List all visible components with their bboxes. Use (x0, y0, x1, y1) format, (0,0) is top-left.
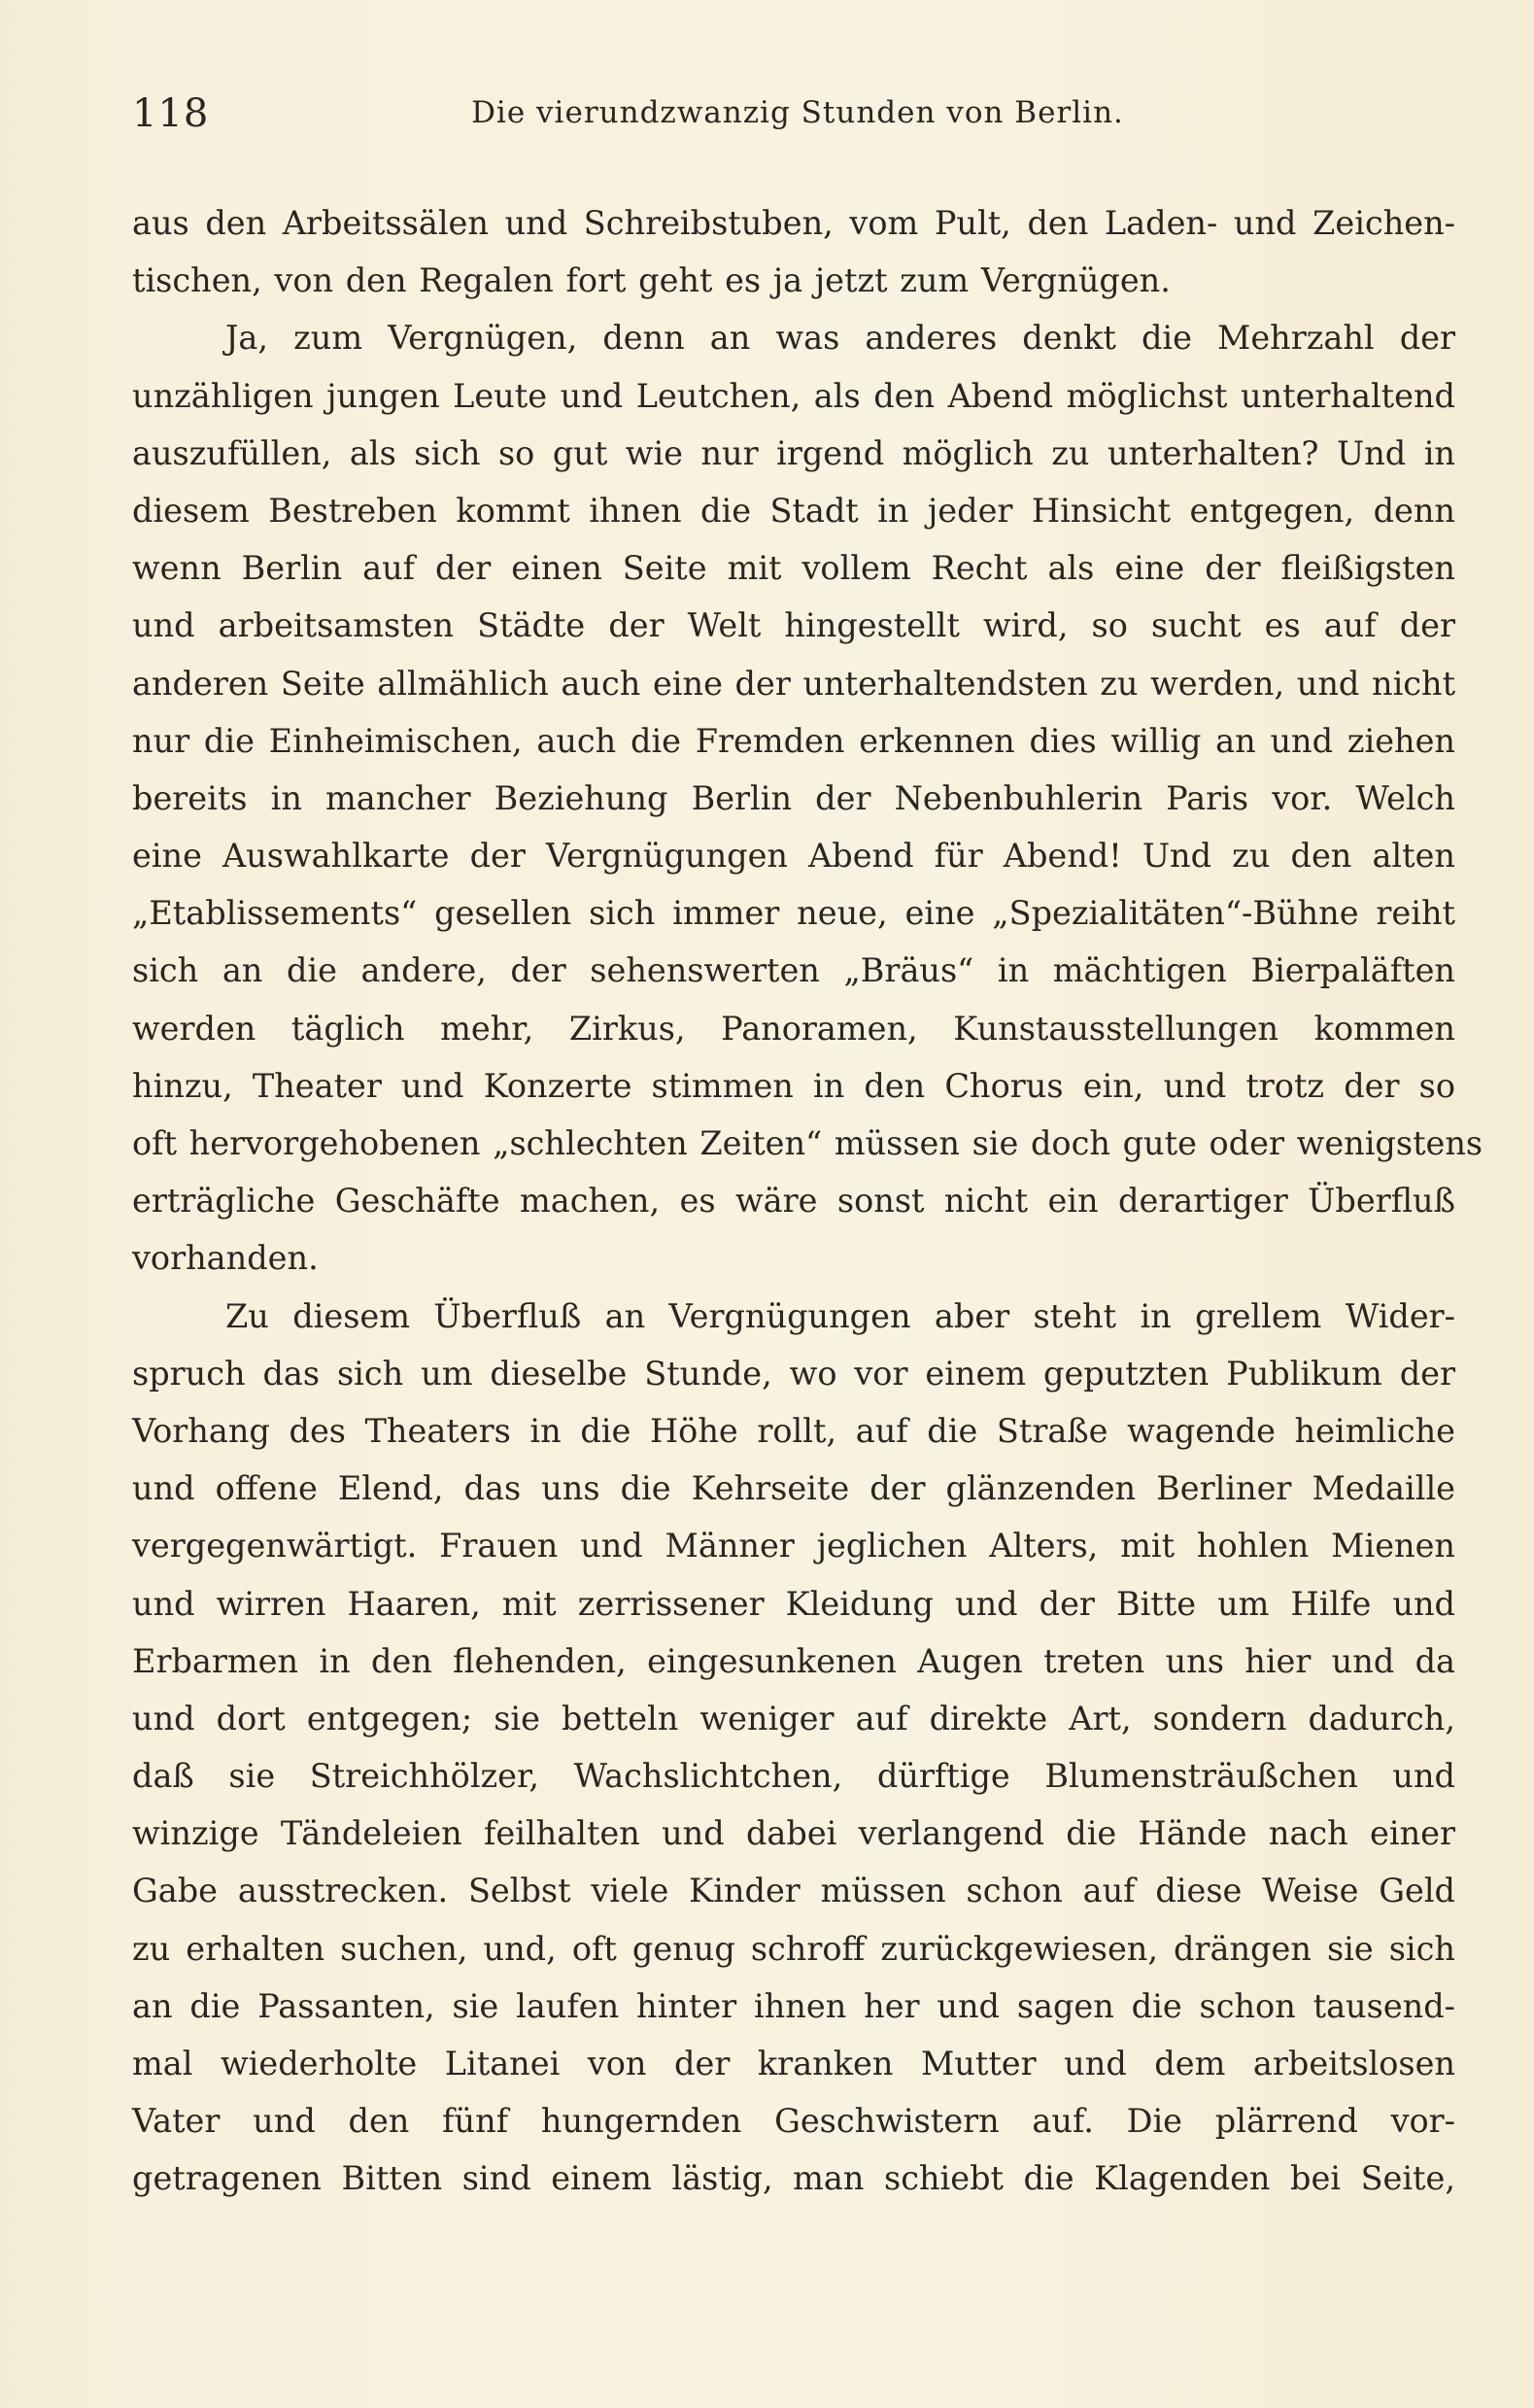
text-line: Erbarmen in den flehenden, eingesunkenen Augen treten uns hier und da (132, 1641, 1455, 1680)
running-title: Die vierundzwanzig Stunden von Berlin. (471, 95, 1124, 130)
text-line: nur die Einheimischen, auch die Fremden erkennen dies willig an und ziehen (132, 721, 1455, 760)
text-line: werden täglich mehr, Zirkus, Panoramen, Kunstausstellungen kommen (132, 1009, 1455, 1048)
page-header (132, 86, 1463, 140)
text-line: und offene Elend, das uns die Kehrseite der glänzenden Berliner Medaille (132, 1469, 1455, 1508)
text-line: sich an die andere, der sehenswerten „Bräus“ in mächtigen Bierpaläften (132, 951, 1455, 990)
text-line: zu erhalten suchen, und, oft genug schroff zurückgewiesen, drängen sie sich (132, 1929, 1455, 1968)
text-line: Vorhang des Theaters in die Höhe rollt, auf die Straße wagende heimliche (132, 1411, 1455, 1450)
text-line: anderen Seite allmählich auch eine der unterhaltendsten zu werden, und nicht (132, 664, 1456, 703)
text-line: vergegenwärtigt. Frauen und Männer jeglichen Alters, mit hohlen Mienen (132, 1527, 1455, 1565)
text-line: Vater und den fünf hungernden Geschwistern auf. Die plärrend vor- (132, 2102, 1455, 2141)
text-line: und dort entgegen; sie betteln weniger auf direkte Art, sondern dadurch, (132, 1699, 1455, 1737)
text-line: erträgliche Geschäfte machen, es wäre sonst nicht ein derartiger Überfluß (132, 1182, 1455, 1221)
text-line: Zu diesem Überfluß an Vergnügungen aber steht in grellem Wider- (225, 1296, 1455, 1335)
text-line: und wirren Haaren, mit zerrissener Kleidung und der Bitte um Hilfe und (132, 1584, 1455, 1623)
text-line: oft hervorgehobenen „schlechten Zeiten“ müssen sie doch gute oder wenigstens (132, 1124, 1483, 1162)
text-line: „Etablissements“ gesellen sich immer neue, eine „Spezialitäten“-Bühne reiht (132, 894, 1455, 933)
text-line: aus den Arbeitssälen und Schreibstuben, vom Pult, den Laden- und Zeichen- (132, 204, 1455, 242)
text-line: diesem Bestreben kommt ihnen die Stadt in jeder Hinsicht entgegen, denn (132, 491, 1455, 530)
text-line: hinzu, Theater und Konzerte stimmen in den Chorus ein, und trotz der so (132, 1066, 1455, 1105)
text-line: unzähligen jungen Leute und Leutchen, als den Abend möglichst unterhaltend (132, 376, 1455, 415)
body-text (132, 194, 1483, 2208)
text-line: und arbeitsamsten Städte der Welt hingestellt wird, so sucht es auf der (132, 606, 1455, 645)
text-line: spruch das sich um dieselbe Stunde, wo vor einem geputzten Publikum der (132, 1354, 1455, 1393)
page-number: 118 (132, 91, 210, 136)
text-line: mal wiederholte Litanei von der kranken Mutter und dem arbeitslosen (132, 2045, 1455, 2082)
text-line: Gabe ausstrecken. Selbst viele Kinder müssen schon auf diese Weise Geld (132, 1872, 1455, 1910)
text-line: tischen, von den Regalen fort geht es ja jetzt zum Vergnügen. (132, 261, 1171, 300)
text-line: daß sie Streichhölzer, Wachslichtchen, dürftige Blumensträußchen und (132, 1757, 1455, 1796)
text-line: bereits in mancher Beziehung Berlin der Nebenbuhlerin Paris vor. Welch (132, 778, 1455, 817)
text-line: auszufüllen, als sich so gut wie nur irgend möglich zu unterhalten? Und in (132, 433, 1455, 472)
text-line: getragenen Bitten sind einem lästig, man schiebt die Klagenden bei Seite, (132, 2159, 1455, 2198)
text-line: eine Auswahlkarte der Vergnügungen Abend für Abend! Und zu den alten (132, 837, 1455, 876)
text-line: vorhanden. (132, 1239, 319, 1278)
text-line: an die Passanten, sie laufen hinter ihnen her und sagen die schon tausend- (132, 1986, 1455, 2025)
text-line: winzige Tändeleien feilhalten und dabei verlangend die Hände nach einer (132, 1814, 1455, 1853)
text-line: Ja, zum Vergnügen, denn an was anderes denkt die Mehrzahl der (225, 319, 1455, 358)
text-line: wenn Berlin auf der einen Seite mit vollem Recht als eine der fleißigsten (132, 549, 1455, 588)
